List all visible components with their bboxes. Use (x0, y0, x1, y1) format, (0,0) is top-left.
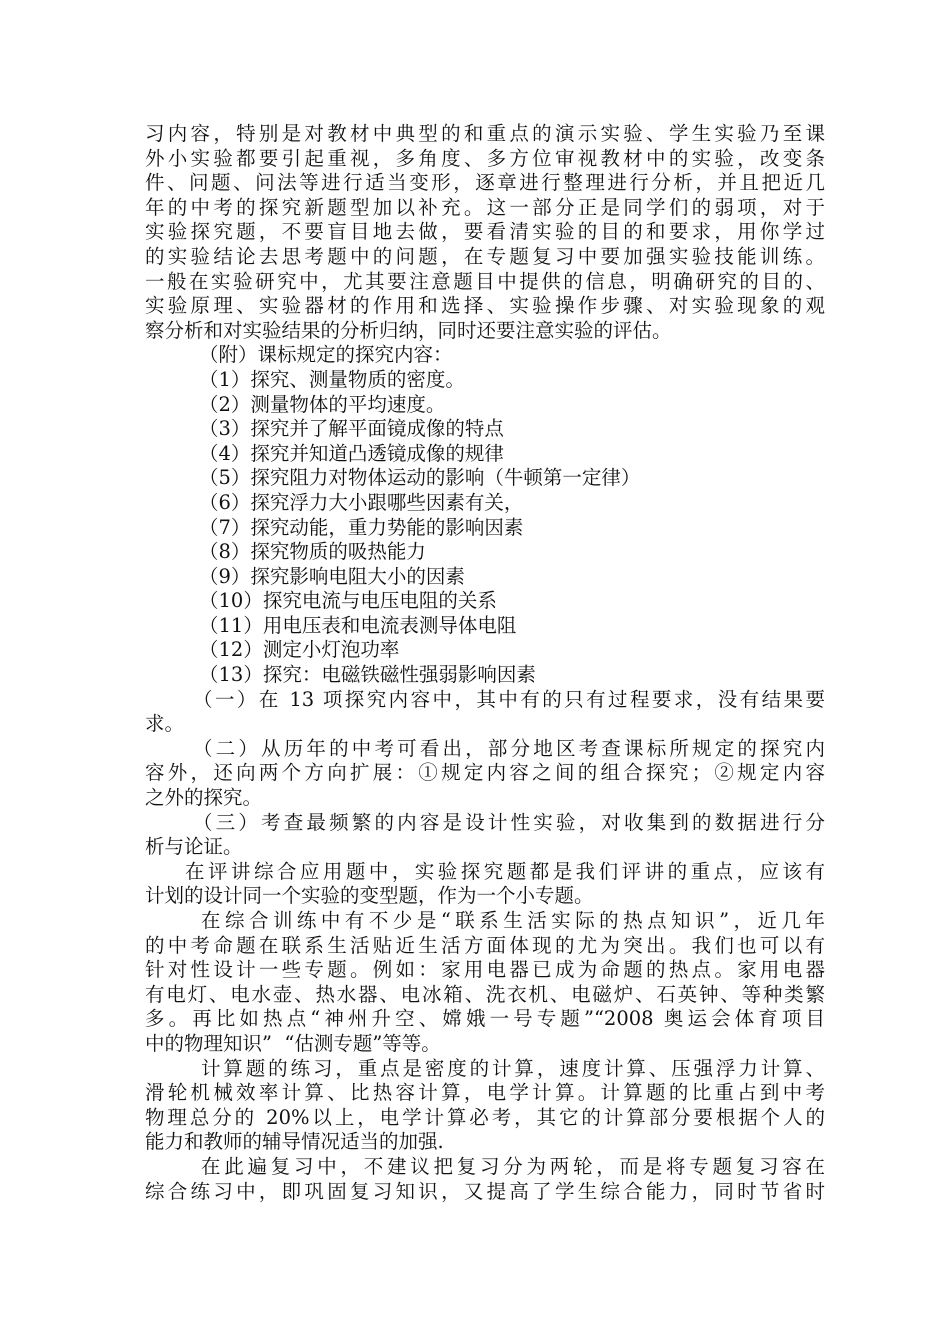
paragraph-line: 在此遍复习中，不建议把复习分为两轮，而是将专题复习容在 (201, 1154, 825, 1178)
note-three-line: 析与论证。 (145, 835, 243, 859)
note-two-line: 容外，还向两个方向扩展：①规定内容之间的组合探究；②规定内容 (145, 761, 825, 785)
paragraph-line: 能力和教师的辅导情况适当的加强. (145, 1130, 444, 1154)
paragraph-line: 针对性设计一些专题。例如：家用电器已成为命题的热点。家用电器 (145, 958, 825, 982)
paragraph-line: 实验探究题，不要盲目地去做，要看清实验的目的和要求，用你学过 (145, 220, 825, 244)
appendix-item: （7）探究动能，重力势能的影响因素 (199, 515, 524, 539)
note-three-line: （三）考查最频繁的内容是设计性实验，对收集到的数据进行分 (193, 810, 825, 834)
paragraph-line: 件、问题、问法等进行适当变形，逐章进行整理进行分析，并且把近几 (145, 171, 825, 195)
paragraph-line: 外小实验都要引起重视，多角度、多方位审视教材中的实验，改变条 (145, 146, 825, 170)
note-one-line: 求。 (145, 712, 185, 736)
appendix-item: （11）用电压表和电流表测导体电阻 (199, 613, 517, 637)
appendix-item: （12）测定小灯泡功率 (199, 638, 400, 662)
paragraph-line: 物理总分的 20%以上，电学计算必考，其它的计算部分要根据个人的 (145, 1105, 825, 1129)
paragraph-line: 习内容，特别是对教材中典型的和重点的演示实验、学生实验乃至课 (145, 122, 825, 145)
appendix-item: （9）探究影响电阻大小的因素 (199, 564, 465, 588)
paragraph-line: 中的物理知识” “估测专题”等等。 (145, 1031, 441, 1055)
appendix-item: （6）探究浮力大小跟哪些因素有关， (199, 490, 524, 514)
appendix-item: （4）探究并知道凸透镜成像的规律 (199, 441, 504, 465)
paragraph-line: 年的中考的探究新题型加以补充。这一部分正是同学们的弱项，对于 (145, 195, 825, 219)
appendix-item: （2）测量物体的平均速度。 (199, 392, 446, 416)
appendix-title: （附）课标规定的探究内容： (199, 343, 453, 367)
paragraph-line: 计划的设计同一个实验的变型题，作为一个小专题。 (145, 884, 594, 908)
paragraph-line: 计算题的练习，重点是密度的计算，速度计算、压强浮力计算、 (201, 1056, 825, 1080)
paragraph-line: 察分析和对实验结果的分析归纳，同时还要注意实验的评估。 (145, 318, 672, 342)
document-body (145, 122, 825, 1204)
note-two-line: 之外的探究。 (145, 786, 263, 810)
appendix-item: （8）探究物质的吸热能力 (199, 540, 426, 564)
paragraph-line: 一般在实验研究中，尤其要注意题目中提供的信息，明确研究的目的、 (145, 269, 825, 293)
appendix-item: （3）探究并了解平面镜成像的特点 (199, 417, 504, 441)
paragraph-line: 综合练习中，即巩固复习知识，又提高了学生综合能力，同时节省时 (145, 1179, 825, 1203)
note-one-line: （一）在 13 项探究内容中，其中有的只有过程要求，没有结果要 (193, 687, 825, 711)
paragraph-line: 在综合训练中有不少是“联系生活实际的热点知识”，近几年 (201, 909, 825, 932)
note-two-line: （二）从历年的中考可看出，部分地区考查课标所规定的探究内 (193, 736, 825, 760)
paragraph-line: 多。再比如热点“神州升空、嫦娥一号专题”“2008 奥运会体育项目 (145, 1007, 825, 1031)
paragraph-line: 有电灯、电水壶、热水器、电冰箱、洗衣机、电磁炉、石英钟、等种类繁 (145, 982, 825, 1006)
paragraph-line: 实验原理、实验器材的作用和选择、实验操作步骤、对实验现象的观 (145, 294, 825, 318)
appendix-item: （13）探究：电磁铁磁性强弱影响因素 (199, 663, 536, 687)
paragraph-line: 的实验结论去思考题中的问题，在专题复习中要加强实验技能训练。 (145, 244, 825, 268)
paragraph-line: 滑轮机械效率计算、比热容计算，电学计算。计算题的比重占到中考 (145, 1081, 825, 1105)
paragraph-line: 在评讲综合应用题中，实验探究题都是我们评讲的重点，应该有 (185, 859, 825, 883)
appendix-item: （10）探究电流与电压电阻的关系 (199, 589, 497, 613)
appendix-item: （5）探究阻力对物体运动的影响（牛顿第一定律） (199, 466, 641, 490)
appendix-item: （1）探究、测量物质的密度。 (199, 367, 465, 391)
paragraph-line: 的中考命题在联系生活贴近生活方面体现的尤为突出。我们也可以有 (145, 933, 825, 957)
